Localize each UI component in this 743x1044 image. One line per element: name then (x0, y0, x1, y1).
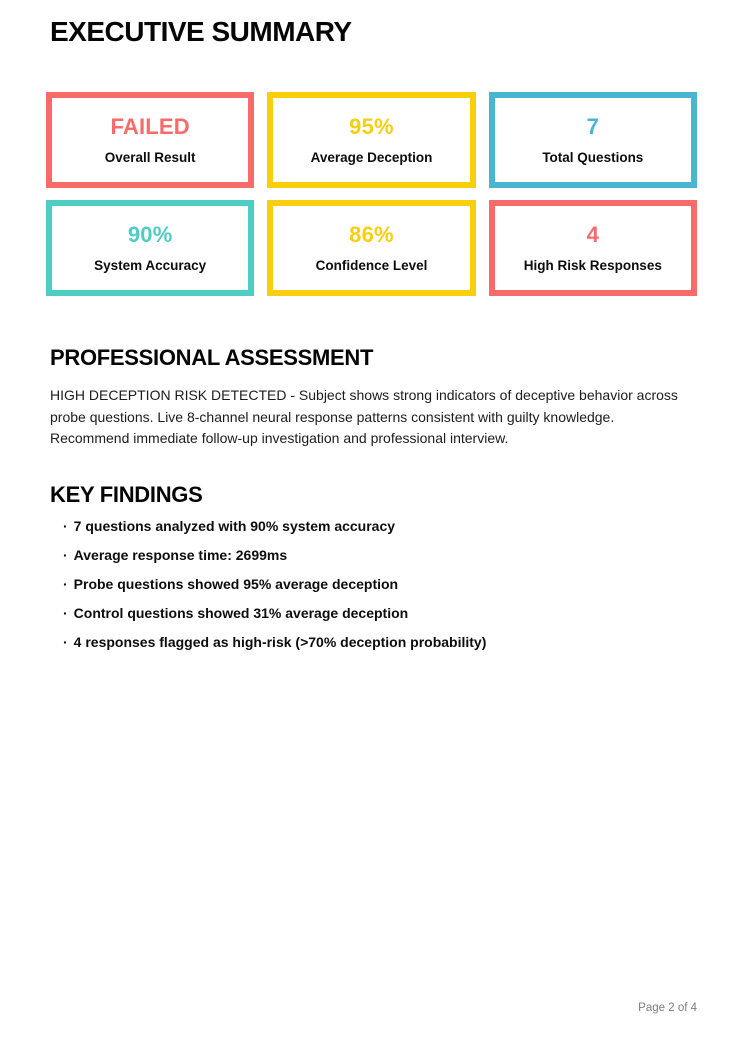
key-findings-list (63, 519, 486, 664)
stat-card-grid (46, 92, 697, 296)
key-finding-item (63, 606, 486, 620)
stat-value: 7 (586, 113, 600, 139)
stat-value: FAILED (110, 113, 190, 139)
stat-card-high-risk-responses (489, 200, 697, 296)
stat-card-total-questions (489, 92, 697, 188)
stat-label: Overall Result (104, 149, 196, 165)
stat-label: Average Deception (310, 149, 433, 165)
page-number: Page 2 of 4 (638, 1002, 697, 1014)
key-finding-text: Probe questions showed 95% average deception (73, 576, 399, 592)
stat-label: System Accuracy (94, 257, 207, 273)
key-finding-item (63, 519, 486, 533)
key-finding-text: Control questions showed 31% average deception (73, 605, 409, 621)
professional-assessment-heading: PROFESSIONAL ASSESSMENT (50, 345, 374, 370)
stat-value: 4 (586, 221, 600, 247)
key-finding-item (63, 548, 486, 562)
bullet-icon: · (63, 605, 68, 621)
key-finding-item (63, 635, 486, 649)
professional-assessment-body: HIGH DECEPTION RISK DETECTED - Subject shows strong indicators of deceptive behavior across probe questions. Live 8-channel neural response patterns consistent with guilty knowledge. Recommend immediate follow-up investigation and professional interview. (50, 387, 678, 446)
page-title: EXECUTIVE SUMMARY (50, 16, 352, 47)
stat-card-average-deception (267, 92, 475, 188)
key-finding-text: Average response time: 2699ms (73, 547, 288, 563)
stat-card-system-accuracy (46, 200, 254, 296)
stat-value: 90% (127, 221, 173, 247)
key-finding-text: 4 responses flagged as high-risk (>70% deception probability) (73, 634, 487, 650)
stat-value: 86% (349, 221, 394, 247)
bullet-icon: · (63, 634, 68, 650)
stat-card-overall-result (46, 92, 254, 188)
key-findings-heading: KEY FINDINGS (50, 482, 203, 507)
key-finding-text: 7 questions analyzed with 90% system accuracy (73, 518, 396, 534)
key-finding-item (63, 577, 486, 591)
bullet-icon: · (63, 576, 68, 592)
bullet-icon: · (63, 547, 68, 563)
stat-card-confidence-level (267, 200, 475, 296)
bullet-icon: · (63, 518, 68, 534)
stat-label: High Risk Responses (523, 257, 662, 273)
stat-label: Total Questions (542, 149, 644, 165)
stat-label: Confidence Level (315, 257, 428, 273)
stat-value: 95% (349, 113, 394, 139)
